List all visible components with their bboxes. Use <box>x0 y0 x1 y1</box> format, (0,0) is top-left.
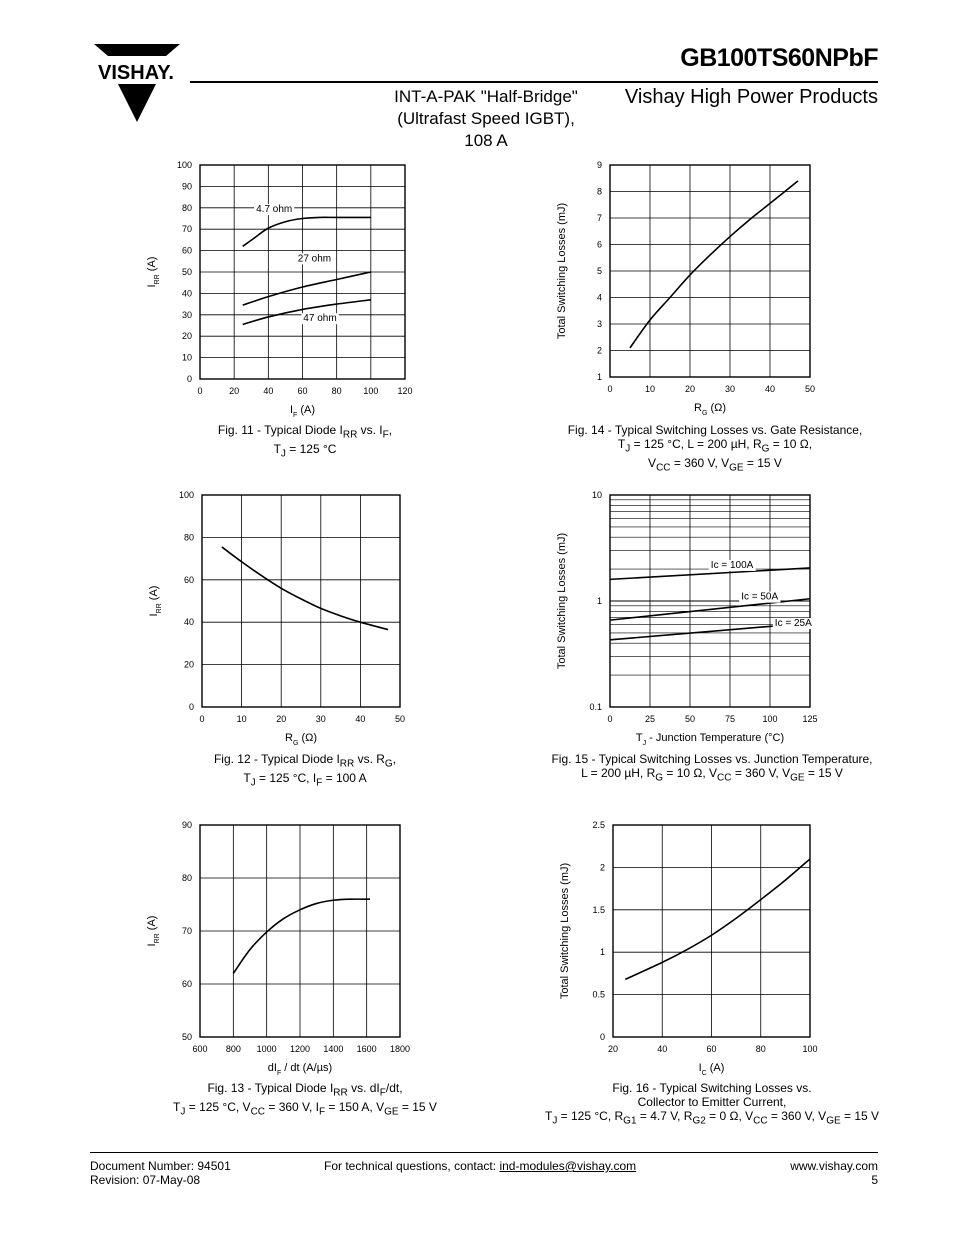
caption-line: L = 200 µH, $R_G = 10$ Ω, $V_{CC} = 360$ V, $V_{GE} = 15$ V <box>581 766 843 784</box>
y-tick-label: 80 <box>181 202 192 213</box>
y-tick-label: 2 <box>599 862 605 873</box>
plot-frame <box>202 495 400 707</box>
y-tick-label: 2 <box>596 345 602 356</box>
series-label: Ic = 100A <box>710 559 754 571</box>
series-line <box>630 181 798 348</box>
y-axis-label: Total Switching Losses (mJ) <box>559 862 571 1000</box>
y-tick-label: 80 <box>181 873 192 883</box>
x-tick-label: 20 <box>229 386 240 396</box>
y-tick-label: 20 <box>181 331 192 342</box>
y-tick-label: 9 <box>596 160 602 170</box>
fig14-chart <box>545 155 845 420</box>
x-axis-label: $T_J$ - Junction Temperature (°C) <box>635 732 785 747</box>
x-axis-label: $R_G$ (Ω) <box>693 402 727 417</box>
y-tick-label: 50 <box>181 1032 192 1042</box>
x-tick-label: 80 <box>755 1044 766 1054</box>
x-tick-label: 80 <box>331 386 342 396</box>
x-tick-label: 1200 <box>289 1044 311 1054</box>
x-tick-label: 25 <box>644 714 656 724</box>
series-label: Ic = 50A <box>741 591 779 603</box>
x-tick-label: 20 <box>276 714 287 724</box>
subtitle <box>378 86 594 152</box>
x-tick-label: 0 <box>607 714 613 724</box>
subtitle-line: INT-A-PAK "Half-Bridge" <box>394 87 578 106</box>
caption-line: $T_J = 125$ °C, $I_F = 100$ A <box>243 771 367 789</box>
y-tick-label: 0 <box>186 374 192 384</box>
caption-line: Fig. 14 - Typical Switching Losses vs. Gate Resistance, <box>567 423 863 437</box>
x-tick-label: 120 <box>397 386 413 396</box>
y-tick-label: 1.5 <box>592 904 605 915</box>
x-tick-label: 0 <box>197 386 203 396</box>
caption-line: $T_J = 125$ °C, $V_{CC} = 360$ V, $I_F = 150$ A, $V_{GE} = 15$ V <box>173 1100 437 1118</box>
x-tick-label: 100 <box>762 714 778 724</box>
y-tick-label: 30 <box>181 309 192 320</box>
y-tick-label: 7 <box>596 213 602 223</box>
fig11-caption <box>160 423 450 462</box>
vishay-logo <box>88 44 184 124</box>
footer-rule <box>90 1152 878 1153</box>
series-label: 47 ohm <box>303 313 337 325</box>
x-tick-label: 40 <box>263 386 274 396</box>
caption-line: Fig. 16 - Typical Switching Losses vs. <box>612 1081 812 1095</box>
y-tick-label: 0 <box>188 702 194 712</box>
x-tick-label: 50 <box>684 714 696 724</box>
fig16-caption <box>530 1081 894 1128</box>
fig12-chart <box>140 485 440 750</box>
y-axis-label: $I_{RR}$ (A) <box>146 256 161 288</box>
series-label: 4.7 ohm <box>256 204 293 216</box>
revision: Revision: 07-May-08 <box>90 1173 201 1187</box>
y-tick-label: 70 <box>181 224 192 235</box>
y-tick-label: 1 <box>596 596 602 606</box>
y-tick-label: 40 <box>181 288 192 299</box>
x-tick-label: 0 <box>199 714 205 724</box>
y-axis-label: Total Switching Losses (mJ) <box>556 202 568 340</box>
x-tick-label: 10 <box>644 384 656 394</box>
y-axis-label: Total Switching Losses (mJ) <box>556 532 568 670</box>
caption-line: Fig. 12 - Typical Diode $I_{RR}$ vs. $R_G$, <box>213 752 397 770</box>
y-axis-label: $I_{RR}$ (A) <box>146 915 161 947</box>
series-line <box>625 859 810 979</box>
fig16-chart <box>545 815 845 1080</box>
y-tick-label: 5 <box>596 266 602 276</box>
x-tick-label: 1000 <box>256 1044 277 1054</box>
y-tick-label: 60 <box>183 574 194 585</box>
footer-left <box>90 1159 231 1187</box>
y-tick-label: 3 <box>596 319 602 329</box>
y-tick-label: 50 <box>181 267 192 277</box>
fig11-chart <box>140 155 440 420</box>
part-number: GB100TS60NPbF <box>680 44 878 72</box>
y-tick-label: 80 <box>183 532 194 543</box>
contact-label: For technical questions, contact: <box>324 1159 500 1173</box>
series-line <box>243 217 371 246</box>
fig13-chart <box>140 815 440 1080</box>
fig15-chart <box>545 485 845 750</box>
x-tick-label: 1600 <box>356 1044 377 1054</box>
y-tick-label: 60 <box>181 979 192 989</box>
y-tick-label: 70 <box>181 926 192 936</box>
logo-text: VISHAY. <box>98 62 174 84</box>
fig13-caption <box>155 1081 455 1120</box>
x-tick-label: 40 <box>657 1044 668 1054</box>
caption-line: Fig. 15 - Typical Switching Losses vs. Junction Temperature, <box>551 752 873 766</box>
y-tick-label: 100 <box>178 490 194 500</box>
y-tick-label: 0.1 <box>589 702 602 712</box>
caption-line: $T_J = 125$ °C <box>273 442 337 460</box>
x-tick-label: 125 <box>802 714 818 724</box>
x-axis-label: $dI_F$ / dt (A/µs) <box>267 1062 333 1077</box>
x-tick-label: 60 <box>297 386 308 396</box>
x-tick-label: 40 <box>355 714 366 724</box>
caption-line: Fig. 11 - Typical Diode $I_{RR}$ vs. $I_F$, <box>217 423 393 441</box>
x-axis-label: $I_F$ (A) <box>289 404 316 419</box>
y-tick-label: 8 <box>596 186 602 197</box>
y-tick-label: 0 <box>599 1032 605 1042</box>
y-tick-label: 90 <box>181 820 192 830</box>
x-tick-label: 50 <box>804 384 816 394</box>
x-tick-label: 1400 <box>323 1044 344 1054</box>
y-tick-label: 20 <box>183 659 194 670</box>
x-tick-label: 30 <box>315 714 326 724</box>
series-label: Ic = 25A <box>774 618 812 630</box>
y-tick-label: 4 <box>596 292 602 303</box>
y-tick-label: 6 <box>596 239 602 250</box>
x-tick-label: 75 <box>724 714 736 724</box>
x-axis-label: $I_C$ (A) <box>698 1062 725 1077</box>
x-tick-label: 0 <box>607 384 613 394</box>
caption-line: $T_J = 125$ °C, L = 200 µH, $R_G = 10$ Ω, <box>617 437 813 455</box>
subtitle-line: 108 A <box>464 131 508 150</box>
x-tick-label: 1800 <box>389 1044 411 1054</box>
footer-right <box>790 1159 878 1187</box>
company-name: Vishay High Power Products <box>624 86 878 108</box>
website-link[interactable]: www.vishay.com <box>790 1159 878 1173</box>
caption-line: Collector to Emitter Current, <box>637 1095 787 1109</box>
caption-line: $V_{CC} = 360$ V, $V_{GE} = 15$ V <box>648 456 782 474</box>
y-tick-label: 10 <box>181 352 192 363</box>
x-tick-label: 100 <box>802 1044 818 1054</box>
fig15-caption <box>530 752 894 785</box>
caption-line: Fig. 13 - Typical Diode $I_{RR}$ vs. $dI_F/dt$, <box>207 1081 403 1099</box>
y-tick-label: 2.5 <box>592 820 605 830</box>
y-tick-label: 90 <box>181 181 192 192</box>
header-rule <box>190 81 878 83</box>
series-line <box>222 547 388 630</box>
y-axis-label: $I_{RR}$ (A) <box>148 585 163 617</box>
y-tick-label: 0.5 <box>592 989 605 1000</box>
x-axis-label: $R_G$ (Ω) <box>284 732 318 747</box>
fig14-caption <box>540 423 890 476</box>
y-tick-label: 10 <box>591 490 602 500</box>
y-tick-label: 40 <box>183 617 194 628</box>
x-tick-label: 100 <box>363 386 379 396</box>
x-tick-label: 10 <box>236 714 247 724</box>
contact-email-link[interactable]: ind-modules@vishay.com <box>499 1159 637 1173</box>
subtitle-line: (Ultrafast Speed IGBT), <box>397 109 575 128</box>
page-number: 5 <box>871 1173 878 1187</box>
doc-number: Document Number: 94501 <box>90 1159 231 1173</box>
x-tick-label: 20 <box>684 384 696 394</box>
x-tick-label: 40 <box>764 384 776 394</box>
y-tick-label: 1 <box>599 947 605 958</box>
y-tick-label: 60 <box>181 245 192 256</box>
y-tick-label: 100 <box>176 160 192 170</box>
series-line <box>243 272 371 305</box>
y-tick-label: 1 <box>596 372 602 382</box>
series-label: 27 ohm <box>297 253 332 265</box>
x-tick-label: 60 <box>706 1044 717 1054</box>
x-tick-label: 30 <box>724 384 736 394</box>
series-line <box>233 899 370 973</box>
fig12-caption <box>160 752 450 791</box>
caption-line: $T_J = 125$ °C, $R_{G1} = 4.7$ V, $R_{G2} = 0$ Ω, $V_{CC} = 360$ V, $V_{GE} = 15$ V <box>544 1109 880 1127</box>
x-tick-label: 20 <box>607 1044 619 1054</box>
footer-contact <box>324 1159 636 1173</box>
x-tick-label: 50 <box>394 714 406 724</box>
x-tick-label: 600 <box>192 1044 208 1054</box>
x-tick-label: 800 <box>225 1044 241 1054</box>
